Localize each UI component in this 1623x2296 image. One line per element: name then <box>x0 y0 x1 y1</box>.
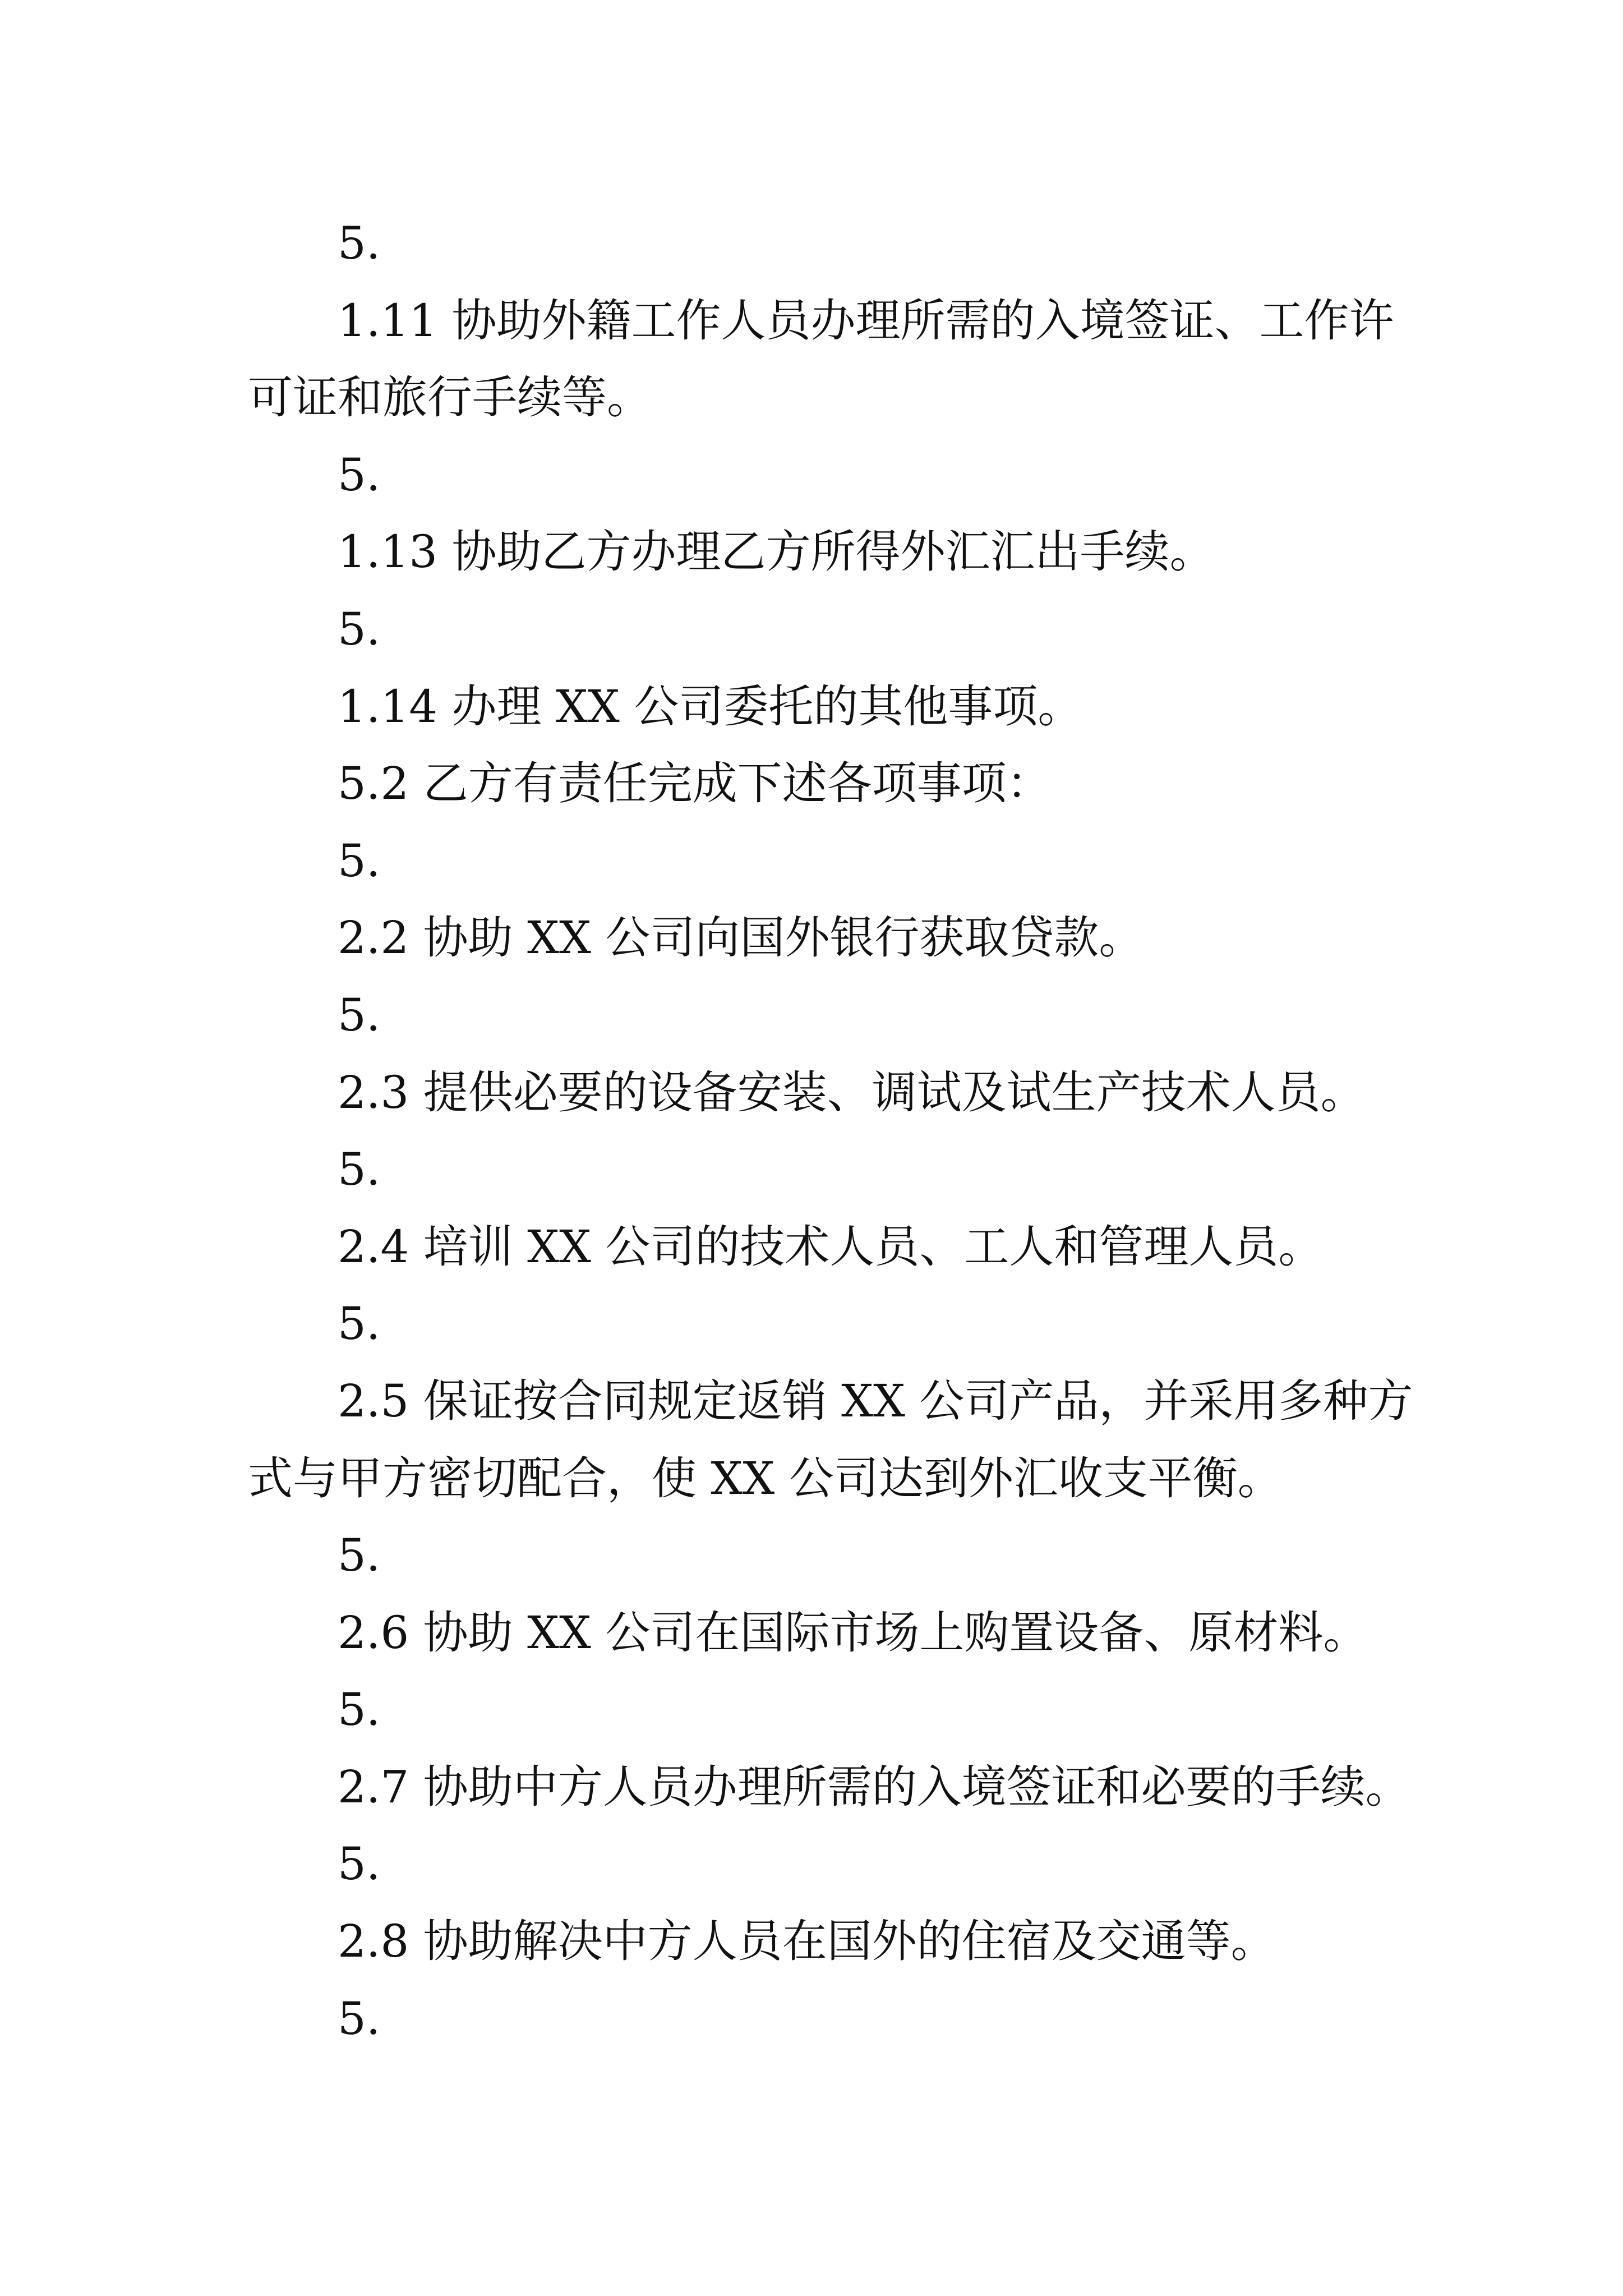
section-number-fragment <box>248 977 1482 1054</box>
text-line: 5.2 乙方有责任完成下述各项事项： <box>338 757 1052 810</box>
text-line: 5. <box>338 1683 381 1736</box>
clause-paragraph <box>248 1594 1482 1672</box>
section-number-fragment <box>248 1671 1482 1749</box>
clause-paragraph <box>248 899 1482 977</box>
clause-paragraph <box>248 1208 1482 1286</box>
section-number-fragment <box>248 1980 1482 2058</box>
text-line: 2.2 协助 XX 公司向国外银行获取贷款。 <box>338 912 1144 964</box>
text-line: 5. <box>338 1297 381 1350</box>
section-number-fragment <box>248 591 1482 668</box>
text-line: 5. <box>338 988 381 1041</box>
text-line: 1.13 协助乙方办理乙方所得外汇汇出手续。 <box>338 526 1215 578</box>
clause-paragraph <box>248 1363 1482 1517</box>
text-line: 2.8 协助解决中方人员在国外的住宿及交通等。 <box>338 1915 1276 1968</box>
clause-paragraph <box>248 1903 1482 1980</box>
section-number-fragment <box>248 1131 1482 1208</box>
text-line: 2.4 培训 XX 公司的技术人员、工人和管理人员。 <box>338 1220 1324 1273</box>
text-line: 2.7 协助中方人员办理所需的入境签证和必要的手续。 <box>338 1760 1410 1813</box>
clause-paragraph <box>248 1749 1482 1826</box>
section-number-fragment <box>248 205 1482 282</box>
section-number-fragment <box>248 436 1482 514</box>
text-line: 2.3 提供必要的设备安装、调试及试生产技术人员。 <box>338 1066 1366 1119</box>
text-line: 5. <box>338 602 381 655</box>
text-line: 5. <box>338 217 381 269</box>
text-line: 可证和旅行手续等。 <box>248 371 652 424</box>
text-line: 5. <box>338 834 381 887</box>
text-line: 式与甲方密切配合，使 XX 公司达到外汇收支平衡。 <box>248 1452 1283 1504</box>
text-line: 5. <box>338 1992 381 2045</box>
text-line: 1.14 办理 XX 公司委托的其他事项。 <box>338 680 1083 733</box>
clause-paragraph <box>248 668 1482 746</box>
clause-paragraph <box>248 282 1482 436</box>
section-number-fragment <box>248 822 1482 900</box>
section-heading <box>248 745 1482 822</box>
text-line: 5. <box>338 1529 381 1582</box>
text-line: 5. <box>338 1838 381 1890</box>
clause-paragraph <box>248 1054 1482 1131</box>
text-line: 1.11 协助外籍工作人员办理所需的入境签证、工作许 <box>338 294 1394 347</box>
section-number-fragment <box>248 1825 1482 1903</box>
text-line: 5. <box>338 448 381 501</box>
text-line: 2.5 保证按合同规定返销 XX 公司产品，并采用多种方 <box>338 1374 1413 1427</box>
section-number-fragment <box>248 1517 1482 1594</box>
text-line: 5. <box>338 1143 381 1196</box>
section-number-fragment <box>248 1285 1482 1363</box>
clause-paragraph <box>248 513 1482 591</box>
text-line: 2.6 协助 XX 公司在国际市场上购置设备、原材料。 <box>338 1606 1368 1659</box>
document-body <box>248 205 1482 2057</box>
